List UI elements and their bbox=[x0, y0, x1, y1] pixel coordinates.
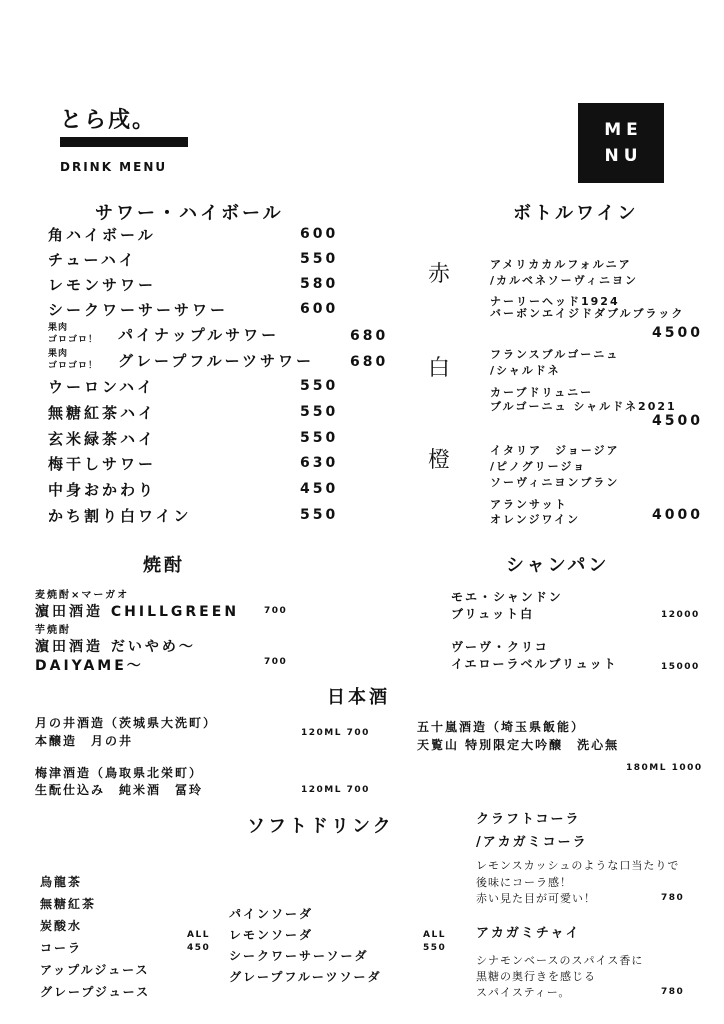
menu-item-name: 中身おかわり bbox=[48, 481, 157, 499]
shochu-category: 芋焼酎 bbox=[35, 625, 71, 636]
menu-item-name: 無糖紅茶ハイ bbox=[48, 404, 157, 422]
wine-name: /ピノグリージョ bbox=[490, 460, 587, 473]
wine-name: ソーヴィニヨンブラン bbox=[490, 476, 620, 489]
soda-item: レモンソーダ bbox=[229, 928, 314, 942]
soda-price: 550 bbox=[423, 943, 447, 953]
wine-name: /カルベネソーヴィニヨン bbox=[490, 274, 639, 287]
wine-price: 4500 bbox=[652, 413, 703, 429]
menu-badge-line2: NU bbox=[604, 146, 643, 166]
menu-item-name: グレープフルーツサワー bbox=[118, 352, 315, 370]
shochu-item: DAIYAME～ bbox=[35, 658, 144, 674]
soft-drink-all-label: ALL bbox=[187, 930, 210, 940]
craft-cola-name: クラフトコーラ bbox=[476, 812, 581, 827]
sake-item: 天覧山 特別限定大吟醸 洗心無 bbox=[417, 738, 620, 752]
menu-item-note: ゴロゴロ！ bbox=[48, 335, 99, 345]
menu-item-name: 玄米緑茶ハイ bbox=[48, 430, 157, 448]
craft-cola-price: 780 bbox=[661, 893, 685, 903]
menu-item-name: チューハイ bbox=[48, 251, 137, 269]
wine-name: ブルゴーニュ シャルドネ2021 bbox=[490, 400, 677, 413]
menu-item-price: 550 bbox=[300, 378, 339, 394]
soda-item: パインソーダ bbox=[229, 907, 314, 921]
shochu-section-title: 焼酎 bbox=[143, 555, 185, 576]
soda-item: シークワーサーソーダ bbox=[229, 949, 369, 963]
soft-drink-section-title: ソフトドリンク bbox=[247, 816, 394, 837]
menu-item-name: 梅干しサワー bbox=[48, 455, 157, 473]
soda-item: グレープフルーツソーダ bbox=[229, 970, 382, 984]
menu-item-price: 550 bbox=[300, 251, 339, 267]
menu-item-price: 550 bbox=[300, 430, 339, 446]
menu-badge-line1: ME bbox=[604, 120, 643, 140]
menu-badge bbox=[578, 103, 664, 183]
menu-item-note: ゴロゴロ！ bbox=[48, 361, 99, 371]
soft-drink-item: 無糖紅茶 bbox=[40, 897, 97, 911]
soft-drink-item: アップルジュース bbox=[40, 963, 150, 977]
soft-drink-item: 烏龍茶 bbox=[40, 875, 83, 889]
wine-name: バーボンエイジドダブルブラック bbox=[490, 307, 685, 320]
menu-item-name: レモンサワー bbox=[48, 276, 157, 294]
shochu-item: 濵田酒造 CHILLGREEN bbox=[35, 604, 240, 620]
soft-drink-item: グレープジュース bbox=[40, 985, 151, 999]
menu-item-price: 580 bbox=[300, 276, 339, 292]
wine-name: カーブドリュニー bbox=[490, 386, 594, 399]
sour-section-title: サワー・ハイボール bbox=[95, 203, 284, 224]
brand-name: とら戌。 bbox=[60, 108, 157, 133]
champagne-section-title: シャンパン bbox=[506, 555, 610, 576]
menu-item-price: 680 bbox=[350, 354, 389, 370]
sake-price: 120ML 700 bbox=[301, 785, 370, 795]
chai-price: 780 bbox=[661, 987, 685, 997]
craft-cola-description: レモンスカッシュのような口当たりで bbox=[476, 859, 680, 872]
shochu-price: 700 bbox=[264, 606, 288, 616]
wine-name: フランスブルゴーニュ bbox=[490, 348, 620, 361]
orange-wine-label: 橙 bbox=[428, 448, 451, 473]
sake-price: 180ML 1000 bbox=[626, 763, 703, 773]
champagne-price: 12000 bbox=[661, 610, 700, 620]
menu-item-name: シークワーサーサワー bbox=[48, 301, 229, 319]
menu-item-price: 630 bbox=[300, 455, 339, 471]
white-wine-label: 白 bbox=[428, 356, 451, 381]
brand-underline bbox=[60, 137, 188, 147]
menu-item-note: 果肉 bbox=[48, 349, 69, 359]
menu-item-price: 600 bbox=[300, 301, 339, 317]
menu-item-price: 550 bbox=[300, 404, 339, 420]
soft-drink-item: コーラ bbox=[40, 941, 83, 955]
red-wine-label: 赤 bbox=[428, 262, 451, 287]
wine-name: オレンジワイン bbox=[490, 513, 581, 526]
wine-name: ナーリーヘッド1924 bbox=[490, 295, 620, 308]
chai-description: スパイスティー。 bbox=[476, 986, 571, 999]
champagne-item: ブリュット白 bbox=[451, 607, 535, 621]
menu-item-name: 角ハイボール bbox=[48, 226, 156, 244]
chai-description: シナモンベースのスパイス香に bbox=[476, 954, 644, 967]
champagne-item: ヴーヴ・クリコ bbox=[451, 640, 549, 654]
menu-item-name: パイナップルサワー bbox=[118, 326, 280, 344]
sake-item: 梅津酒造（鳥取県北栄町） bbox=[35, 766, 204, 780]
menu-item-name: ウーロンハイ bbox=[48, 378, 155, 396]
soft-drink-price: 450 bbox=[187, 943, 211, 953]
menu-item-price: 680 bbox=[350, 328, 389, 344]
champagne-price: 15000 bbox=[661, 662, 700, 672]
wine-price: 4000 bbox=[652, 507, 703, 523]
sake-item: 生酛仕込み 純米酒 冨玲 bbox=[35, 783, 204, 797]
sake-price: 120ML 700 bbox=[301, 728, 370, 738]
menu-item-name: かち割り白ワイン bbox=[48, 507, 192, 525]
soft-drink-item: 炭酸水 bbox=[40, 919, 83, 933]
wine-section-title: ボトルワイン bbox=[513, 203, 639, 224]
wine-name: イタリア ジョージア bbox=[490, 444, 620, 457]
sake-item: 月の井酒造（茨城県大洗町） bbox=[35, 716, 218, 730]
craft-cola-name: /アカガミコーラ bbox=[476, 835, 588, 850]
drink-menu-subtitle: DRINK MENU bbox=[60, 160, 168, 174]
wine-name: アメリカカルフォルニア bbox=[490, 258, 632, 271]
menu-item-note: 果肉 bbox=[48, 323, 69, 333]
shochu-category: 麦焼酎×マーガオ bbox=[35, 590, 130, 601]
menu-item-price: 450 bbox=[300, 481, 339, 497]
shochu-item: 濵田酒造 だいやめ～ bbox=[35, 639, 196, 655]
craft-cola-description: 後味にコーラ感！ bbox=[476, 876, 572, 889]
menu-item-price: 600 bbox=[300, 226, 339, 242]
champagne-item: イエローラベルブリュット bbox=[451, 657, 618, 671]
sake-item: 本醸造 月の井 bbox=[35, 734, 134, 748]
sake-section-title: 日本酒 bbox=[327, 687, 390, 708]
champagne-item: モエ・シャンドン bbox=[451, 590, 563, 604]
menu-item-price: 550 bbox=[300, 507, 339, 523]
sake-item: 五十嵐酒造（埼玉県飯能） bbox=[417, 720, 586, 734]
wine-name: /シャルドネ bbox=[490, 364, 561, 377]
shochu-price: 700 bbox=[264, 657, 288, 667]
soda-all-label: ALL bbox=[423, 930, 446, 940]
chai-description: 黒糖の奥行きを感じる bbox=[476, 970, 596, 983]
wine-price: 4500 bbox=[652, 325, 703, 341]
craft-cola-description: 赤い見た目が可愛い！ bbox=[476, 892, 596, 905]
wine-name: アランサット bbox=[490, 498, 568, 511]
chai-name: アカガミチャイ bbox=[476, 926, 581, 941]
